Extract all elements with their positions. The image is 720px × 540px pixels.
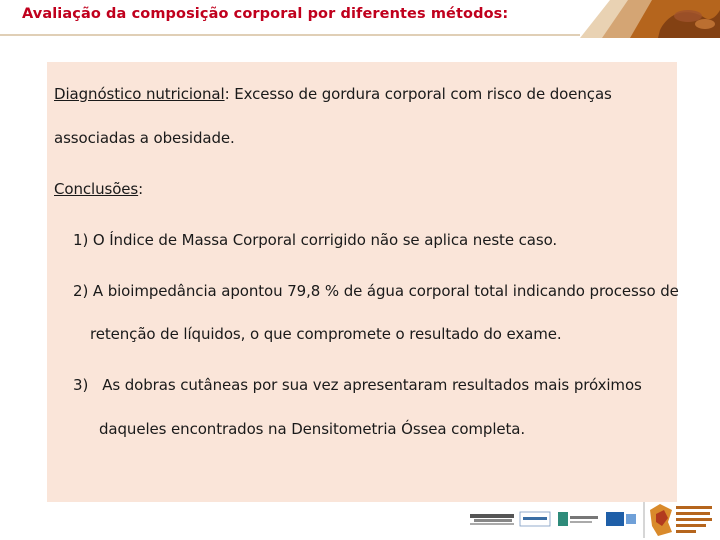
diagnosis-text: Excesso de gordura corporal com risco de doenças (229, 85, 612, 103)
conclusion-item-2-line-1: 2) A bioimpedância apontou 79,8 % de água corporal total indicando processo de (73, 282, 679, 300)
conclusion-item-2-line-2: retenção de líquidos, o que compromete o resultado do exame. (90, 325, 562, 343)
conclusions-colon: : (138, 180, 144, 198)
diagnosis-label: Diagnóstico nutricional (54, 85, 225, 103)
diagnosis-colon: : (224, 85, 230, 103)
medicina-logo (520, 512, 550, 526)
page-title: Avaliação da composição corporal por diferentes métodos: (22, 6, 509, 22)
conclusions-label: Conclusões (54, 180, 139, 198)
conclusions-heading (54, 180, 143, 198)
university-logo (470, 514, 514, 525)
diagnosis-line-1 (54, 85, 612, 103)
header-divider (0, 34, 580, 36)
decorative-corner-image (580, 0, 720, 38)
regional-map-logo (650, 504, 712, 536)
conclusion-item-1: 1) O Índice de Massa Corporal corrigido não se aplica neste caso. (73, 231, 558, 249)
conclusion-item-3-line-1: 3) As dobras cutâneas por sua vez apresentaram resultados mais próximos (73, 376, 642, 394)
hc-logo (606, 512, 636, 526)
conclusion-item-3-line-2: daqueles encontrados na Densitometria Óssea completa. (99, 420, 526, 438)
footer-logos (468, 500, 720, 540)
diagnosis-line-2: associadas a obesidade. (54, 129, 235, 147)
faculty-logo (558, 512, 598, 526)
